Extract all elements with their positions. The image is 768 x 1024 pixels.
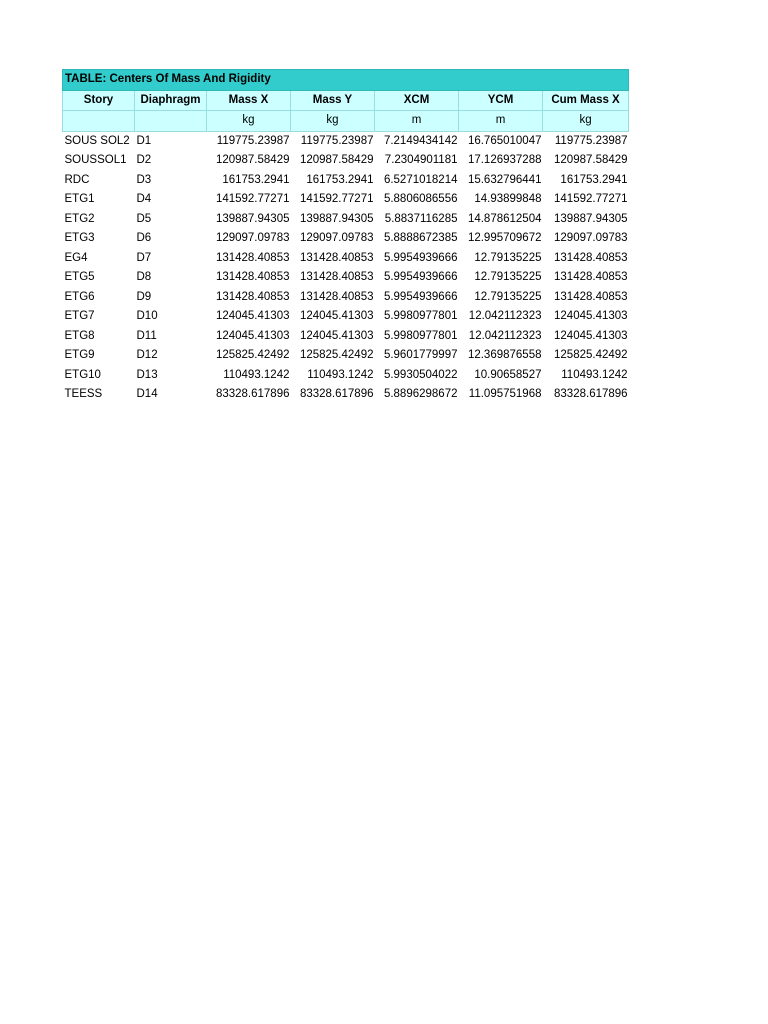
cell-mass-y[interactable]: 139887.94305 <box>299 212 374 225</box>
cell-cum-mass-x[interactable]: 125825.42492 <box>554 349 628 361</box>
cell-mass-x[interactable]: 139887.94305 <box>215 212 290 225</box>
cell-xcm[interactable]: 5.8806086556 <box>383 193 458 205</box>
spreadsheet-sheet <box>62 69 628 405</box>
cell-mass-y[interactable]: 131428.40853 <box>299 271 374 283</box>
cell-cum-mass-x[interactable]: 124045.41303 <box>554 329 628 342</box>
cell-diaphragm[interactable]: D9 <box>136 290 152 303</box>
centers-of-mass-table <box>62 69 629 405</box>
cell-xcm[interactable]: 5.9930504022 <box>383 368 458 381</box>
table-body <box>63 70 629 405</box>
table-row <box>63 385 629 405</box>
cell-mass-x[interactable]: 124045.41303 <box>215 310 290 322</box>
cell-cum-mass-x[interactable]: 131428.40853 <box>554 251 628 264</box>
cell-mass-x[interactable]: 131428.40853 <box>215 271 290 283</box>
unit-cell-mass-x[interactable]: kg <box>207 111 291 132</box>
cell-cum-mass-x[interactable]: 129097.09783 <box>554 232 628 244</box>
cell-xcm[interactable]: 6.5271018214 <box>383 173 458 186</box>
cell-story[interactable]: ETG3 <box>64 232 95 244</box>
cell-xcm[interactable]: 5.8837116285 <box>384 212 458 225</box>
cell-diaphragm[interactable]: D14 <box>136 388 158 400</box>
cell-story[interactable]: ETG8 <box>64 329 95 342</box>
cell-cum-mass-x[interactable]: 120987.58429 <box>554 154 628 166</box>
table-row <box>63 307 629 327</box>
cell-ycm[interactable]: 12.79135225 <box>474 271 542 283</box>
cell-diaphragm[interactable]: D8 <box>136 271 152 283</box>
cell-ycm[interactable]: 12.369876558 <box>467 349 542 361</box>
column-header-mass-y[interactable]: Mass Y <box>291 90 375 111</box>
unit-cell-diaphragm[interactable] <box>135 111 207 132</box>
table-row <box>63 190 629 210</box>
cell-mass-y[interactable]: 110493.1242 <box>307 368 374 381</box>
column-header-story[interactable]: Story <box>63 90 135 111</box>
cell-mass-x[interactable]: 141592.77271 <box>215 193 290 205</box>
cell-mass-x[interactable]: 131428.40853 <box>215 251 290 264</box>
table-title-row <box>63 70 629 91</box>
cell-xcm[interactable]: 7.2304901181 <box>384 154 458 166</box>
cell-ycm[interactable]: 14.878612504 <box>467 212 542 225</box>
cell-story[interactable]: SOUSSOL1 <box>64 154 127 166</box>
cell-diaphragm[interactable]: D6 <box>136 232 152 244</box>
table-row <box>63 268 629 288</box>
table-row <box>63 249 629 269</box>
cell-mass-y[interactable]: 129097.09783 <box>299 232 374 244</box>
cell-ycm[interactable]: 12.79135225 <box>474 290 542 303</box>
cell-diaphragm[interactable]: D3 <box>136 173 152 186</box>
column-header-mass-x[interactable]: Mass X <box>207 90 291 111</box>
cell-story[interactable]: ETG7 <box>64 310 95 322</box>
column-header-row <box>63 90 629 111</box>
cell-story[interactable]: SOUS SOL2 <box>64 134 130 147</box>
cell-diaphragm[interactable]: D7 <box>136 251 152 264</box>
cell-xcm[interactable]: 5.9601779997 <box>383 349 458 361</box>
cell-story[interactable]: TEESS <box>64 388 103 400</box>
cell-diaphragm[interactable]: D11 <box>136 329 157 342</box>
unit-cell-mass-y[interactable]: kg <box>291 111 375 132</box>
units-row <box>63 111 629 132</box>
cell-mass-y[interactable]: 131428.40853 <box>299 290 374 303</box>
cell-ycm[interactable]: 17.126937288 <box>467 154 542 166</box>
cell-xcm[interactable]: 5.9980977801 <box>383 329 458 342</box>
column-header-xcm[interactable]: XCM <box>375 90 459 111</box>
cell-ycm[interactable]: 11.095751968 <box>468 388 542 400</box>
cell-story[interactable]: ETG1 <box>64 193 95 205</box>
cell-diaphragm[interactable]: D4 <box>136 193 152 205</box>
cell-ycm[interactable]: 10.90658527 <box>474 368 542 381</box>
table-row <box>63 327 629 347</box>
cell-cum-mass-x[interactable]: 124045.41303 <box>554 310 628 322</box>
cell-story[interactable]: ETG2 <box>64 212 95 225</box>
cell-mass-x[interactable]: 120987.58429 <box>215 154 290 166</box>
unit-cell-story[interactable] <box>63 111 135 132</box>
column-header-cum-mass-x[interactable]: Cum Mass X <box>543 90 629 111</box>
cell-ycm[interactable]: 12.79135225 <box>474 251 542 264</box>
table-row <box>63 210 629 230</box>
cell-xcm[interactable]: 5.9980977801 <box>383 310 458 322</box>
cell-xcm[interactable]: 5.8896298672 <box>383 388 458 400</box>
table-row <box>63 171 629 191</box>
cell-mass-y[interactable]: 124045.41303 <box>299 329 374 342</box>
cell-mass-y[interactable]: 141592.77271 <box>299 193 374 205</box>
table-row <box>63 131 629 151</box>
cell-diaphragm[interactable]: D1 <box>136 134 152 147</box>
cell-story[interactable]: RDC <box>64 173 90 186</box>
cell-ycm[interactable]: 12.042112323 <box>468 329 542 342</box>
cell-diaphragm[interactable]: D13 <box>136 368 158 381</box>
cell-xcm[interactable]: 5.9954939666 <box>383 251 458 264</box>
cell-cum-mass-x[interactable]: 131428.40853 <box>554 271 628 283</box>
cell-mass-y[interactable]: 83328.617896 <box>299 388 374 400</box>
table-title[interactable]: TABLE: Centers Of Mass And Rigidity <box>63 70 629 91</box>
table-row <box>63 346 629 366</box>
cell-xcm[interactable]: 7.2149434142 <box>383 134 458 147</box>
cell-mass-y[interactable]: 131428.40853 <box>299 251 374 264</box>
cell-mass-x[interactable]: 125825.42492 <box>215 349 290 361</box>
table-row <box>63 229 629 249</box>
cell-mass-y[interactable]: 161753.2941 <box>306 173 374 186</box>
cell-xcm[interactable]: 5.9954939666 <box>383 271 458 283</box>
cell-mass-x[interactable]: 161753.2941 <box>222 173 290 186</box>
cell-story[interactable]: EG4 <box>64 251 88 264</box>
cell-ycm[interactable]: 12.042112323 <box>468 310 542 322</box>
cell-ycm[interactable]: 16.765010047 <box>467 134 542 147</box>
cell-mass-x[interactable]: 131428.40853 <box>215 290 290 303</box>
cell-mass-y[interactable]: 125825.42492 <box>299 349 374 361</box>
cell-story[interactable]: ETG10 <box>64 368 101 381</box>
cell-story[interactable]: ETG9 <box>64 349 95 361</box>
cell-cum-mass-x[interactable]: 161753.2941 <box>560 173 628 186</box>
cell-cum-mass-x[interactable]: 141592.77271 <box>554 193 628 205</box>
table-row <box>63 366 629 386</box>
cell-mass-x[interactable]: 110493.1242 <box>223 368 290 381</box>
cell-mass-y[interactable]: 119775.23987 <box>300 134 374 147</box>
cell-xcm[interactable]: 5.8888672385 <box>383 232 458 244</box>
table-row <box>63 151 629 171</box>
cell-cum-mass-x[interactable]: 139887.94305 <box>554 212 628 225</box>
cell-mass-x[interactable]: 83328.617896 <box>215 388 290 400</box>
table-row <box>63 288 629 308</box>
cell-ycm[interactable]: 12.995709672 <box>467 232 542 244</box>
cell-cum-mass-x[interactable]: 119775.23987 <box>554 134 628 147</box>
unit-cell-ycm[interactable]: m <box>459 111 543 132</box>
unit-cell-cum-mass-x[interactable]: kg <box>543 111 629 132</box>
cell-diaphragm[interactable]: D2 <box>136 154 152 166</box>
cell-mass-x[interactable]: 119775.23987 <box>216 134 290 147</box>
cell-cum-mass-x[interactable]: 131428.40853 <box>554 290 628 303</box>
cell-xcm[interactable]: 5.9954939666 <box>383 290 458 303</box>
cell-diaphragm[interactable]: D12 <box>136 349 158 361</box>
column-header-diaphragm[interactable]: Diaphragm <box>135 90 207 111</box>
cell-story[interactable]: ETG5 <box>64 271 95 283</box>
cell-ycm[interactable]: 14.93899848 <box>474 193 542 205</box>
cell-cum-mass-x[interactable]: 110493.1242 <box>561 368 628 381</box>
cell-cum-mass-x[interactable]: 83328.617896 <box>554 388 628 400</box>
cell-diaphragm[interactable]: D10 <box>136 310 158 322</box>
cell-mass-y[interactable]: 120987.58429 <box>299 154 374 166</box>
cell-mass-x[interactable]: 129097.09783 <box>215 232 290 244</box>
cell-ycm[interactable]: 15.632796441 <box>467 173 542 186</box>
cell-story[interactable]: ETG6 <box>64 290 95 303</box>
cell-mass-y[interactable]: 124045.41303 <box>299 310 374 322</box>
unit-cell-xcm[interactable]: m <box>375 111 459 132</box>
cell-diaphragm[interactable]: D5 <box>136 212 152 225</box>
cell-mass-x[interactable]: 124045.41303 <box>215 329 290 342</box>
column-header-ycm[interactable]: YCM <box>459 90 543 111</box>
